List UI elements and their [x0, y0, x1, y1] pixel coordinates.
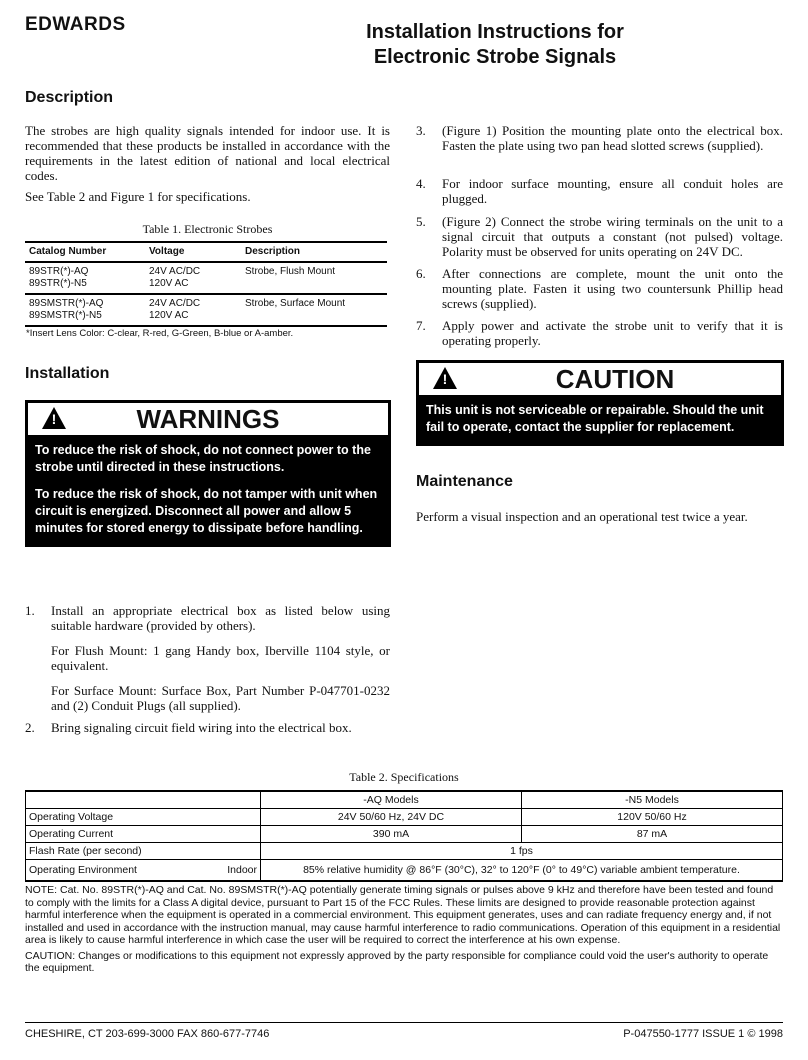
warnings-title: WARNINGS	[136, 404, 280, 434]
description-paragraph: The strobes are high quality signals intended for indoor use. It is recommended that these products be installed in accordance with the requirements in the latest edition of national and local electrical codes.	[25, 123, 390, 183]
table2-header-aq: -AQ Models	[261, 791, 522, 809]
description-heading: Description	[25, 89, 114, 106]
table1-header-catalog: Catalog Number	[25, 242, 145, 262]
fcc-note: NOTE: Cat. No. 89STR(*)-AQ and Cat. No. 89SMSTR(*)-AQ potentially generate timing signals or pulses above 9 kHz and therefore have been tested and found to comply with the limits for a Class A digital device, pursuant to Part 15 of the FCC Rules. These limits are designed to provide reasonable protection against harmful interference when the equipment is operated in a commercial environment. This equipment generates, uses and can radiate frequency energy and, if not installed and used in accordance with the instruction manual, may cause harmful interference to radio communications. Operation of this equipment in a residential area is likely to cause harmful interference in which case the user will be required to correct the interference at his own expense.	[25, 884, 781, 946]
table-row: Operating Current 390 mA 87 mA	[26, 826, 783, 843]
table1-lens-note: *Insert Lens Color: C-clear, R-red, G-Green, B-blue or A-amber.	[26, 328, 294, 339]
warning-text-1: To reduce the risk of shock, do not connect power to the strobe until directed in these instructions.	[35, 443, 371, 474]
table-row: Operating Voltage 24V 50/60 Hz, 24V DC 120V 50/60 Hz	[26, 809, 783, 826]
table-row: 89STR(*)-AQ 89STR(*)-N5 24V AC/DC 120V AC Strobe, Flush Mount	[25, 262, 387, 294]
fcc-caution: CAUTION: Changes or modifications to this equipment not expressly approved by the party responsible for compliance could void the user's authority to operate the equipment.	[25, 949, 769, 974]
table1-caption: Table 1. Electronic Strobes	[142, 222, 273, 236]
fcc-notes	[25, 884, 783, 978]
maintenance-heading: Maintenance	[416, 473, 513, 490]
footer-part-number: P-047550-1777 ISSUE 1 © 1998	[623, 1028, 783, 1040]
table-row	[26, 791, 783, 809]
maintenance-text: Perform a visual inspection and an operational test twice a year.	[416, 509, 748, 524]
flush-mount-note: For Flush Mount: 1 gang Handy box, Iberville 1104 style, or equivalent.	[51, 643, 390, 673]
brand-logo: EDWARDS	[25, 14, 126, 35]
table1-header-voltage: Voltage	[145, 242, 241, 262]
strobes-table	[25, 241, 387, 327]
table-row: Operating Environment Indoor 85% relative humidity @ 86°F (30°C), 32° to 120°F (0° to 49°C) variable ambient temperature.	[26, 860, 783, 882]
table1-header-description: Description	[241, 242, 387, 262]
document-title: Installation Instructions for Electronic Strobe Signals	[366, 21, 624, 68]
footer-rule	[25, 1022, 783, 1023]
description-spec-reference: See Table 2 and Figure 1 for specifications.	[25, 189, 251, 204]
caution-text: This unit is not serviceable or repairable. Should the unit fail to operate, contact the supplier for replacement.	[426, 403, 764, 434]
list-item: 1. Install an appropriate electrical box as listed below using suitable hardware (provided by others).	[25, 603, 390, 633]
warning-text-2: To reduce the risk of shock, do not tamper with unit when circuit is energized. Disconnect all power and allow 5 minutes for stored energy to dissipate before handling.	[35, 487, 378, 535]
warnings-box: ! WARNINGS To reduce the risk of shock, do not connect power to the strobe until directed in these instructions. To reduce the risk of shock, do not tamper with unit when circuit is energized. Disconnect all power and allow 5 minutes for stored energy to dissipate before handling.	[25, 400, 391, 547]
table-row: Flash Rate (per second) 1 fps	[26, 843, 783, 860]
specifications-table	[25, 790, 783, 882]
surface-mount-note: For Surface Mount: Surface Box, Part Number P-047701-0232 and (2) Conduit Plugs (all supplied).	[51, 683, 390, 713]
footer-contact: CHESHIRE, CT 203-699-3000 FAX 860-677-7746	[25, 1028, 270, 1040]
caution-box: ! CAUTION This unit is not serviceable or repairable. Should the unit fail to operate, contact the supplier for replacement.	[416, 360, 784, 446]
table2-header-n5: -N5 Models	[522, 791, 783, 809]
installation-heading: Installation	[25, 365, 110, 382]
table2-caption: Table 2. Specifications	[349, 770, 459, 784]
caution-title: CAUTION	[555, 364, 675, 394]
table-row: 89SMSTR(*)-AQ 89SMSTR(*)-N5 24V AC/DC 120V AC Strobe, Surface Mount	[25, 294, 387, 326]
